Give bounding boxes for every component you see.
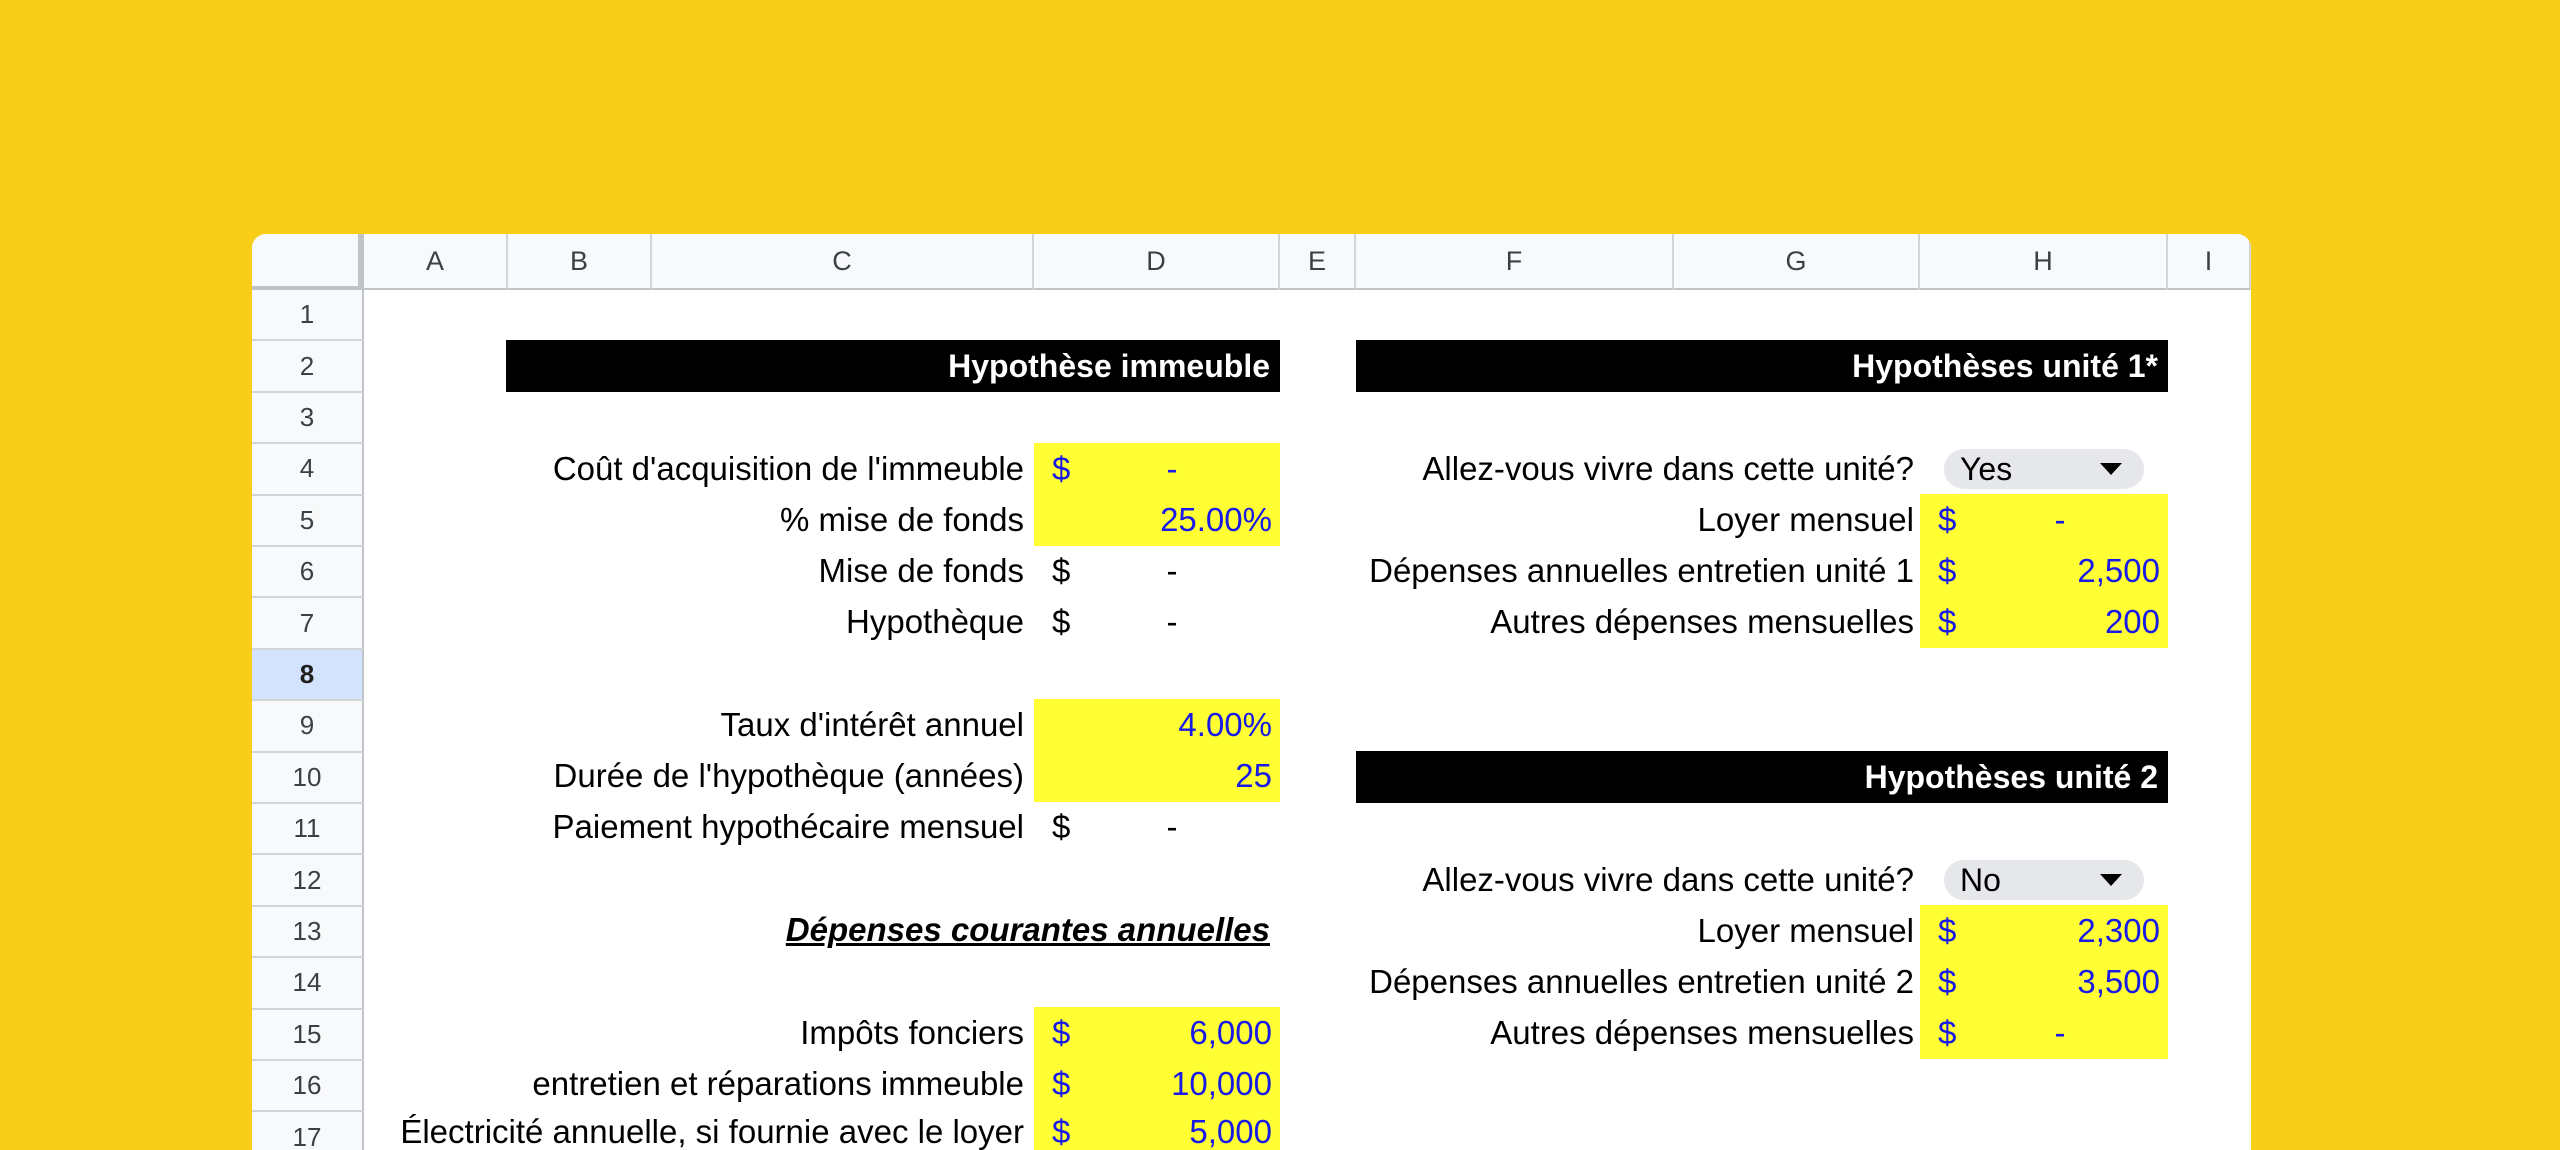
unit2-maintenance-label: Dépenses annuelles entretien unité 2 xyxy=(1369,962,1914,1000)
row-header-10[interactable]: 10 xyxy=(252,753,364,804)
currency-sign: $ xyxy=(1052,1112,1071,1150)
select-all-corner[interactable] xyxy=(252,234,364,292)
unit2-live-label: Allez-vous vivre dans cette unité? xyxy=(1422,860,1914,898)
currency-sign: $ xyxy=(1938,500,1957,538)
down-payment-pct-label: % mise de fonds xyxy=(780,500,1024,538)
building-maintenance-label: entretien et réparations immeuble xyxy=(532,1064,1024,1102)
row-header-9[interactable]: 9 xyxy=(252,701,364,752)
column-header-f[interactable]: F xyxy=(1356,234,1674,290)
unit1-live-value: Yes xyxy=(1960,450,2013,487)
column-header-g[interactable]: G xyxy=(1674,234,1920,290)
column-header-a[interactable]: A xyxy=(364,234,508,290)
currency-sign: $ xyxy=(1938,602,1957,640)
row-header-4[interactable]: 4 xyxy=(252,444,364,495)
unit1-maintenance-label: Dépenses annuelles entretien unité 1 xyxy=(1369,551,1914,589)
currency-sign: $ xyxy=(1938,911,1957,949)
row-header-15[interactable]: 15 xyxy=(252,1010,364,1061)
unit1-other-input[interactable]: 200 xyxy=(2104,602,2160,640)
unit2-live-dropdown[interactable] xyxy=(1944,860,2144,900)
column-header-d[interactable]: D xyxy=(1034,234,1280,290)
down-payment-value: - xyxy=(1166,551,1178,589)
annual-expenses-header: Dépenses courantes annuelles xyxy=(785,910,1270,948)
interest-rate-label: Taux d'intérêt annuel xyxy=(720,705,1024,743)
row-header-14[interactable]: 14 xyxy=(252,958,364,1009)
down-payment-pct-input[interactable]: 25.00% xyxy=(1160,500,1272,538)
currency-sign: $ xyxy=(1938,962,1957,1000)
currency-sign: $ xyxy=(1052,1064,1071,1102)
column-header-b[interactable]: B xyxy=(508,234,652,290)
unit1-rent-input[interactable]: - xyxy=(2054,500,2066,538)
currency-sign: $ xyxy=(1052,1013,1071,1051)
currency-sign: $ xyxy=(1052,807,1071,845)
chevron-down-icon xyxy=(2100,874,2122,886)
currency-sign: $ xyxy=(1938,1013,1957,1051)
row-header-11[interactable]: 11 xyxy=(252,804,364,855)
unit1-maintenance-input[interactable]: 2,500 xyxy=(2077,551,2160,589)
mortgage-label: Hypothèque xyxy=(846,602,1024,640)
column-header-e[interactable]: E xyxy=(1280,234,1356,290)
currency-sign: $ xyxy=(1052,551,1071,589)
row-header-3[interactable]: 3 xyxy=(252,393,364,444)
interest-rate-input[interactable]: 4.00% xyxy=(1178,705,1272,743)
row-header-16[interactable]: 16 xyxy=(252,1061,364,1112)
row-header-12[interactable]: 12 xyxy=(252,855,364,906)
unit2-rent-input[interactable]: 2,300 xyxy=(2077,911,2160,949)
unit1-live-label: Allez-vous vivre dans cette unité? xyxy=(1422,449,1914,487)
acquisition-cost-input[interactable]: - xyxy=(1166,449,1178,487)
chevron-down-icon xyxy=(2100,463,2122,475)
electricity-input[interactable]: 5,000 xyxy=(1189,1112,1272,1150)
building-assumptions-header: Hypothèse immeuble xyxy=(506,340,1280,392)
unit1-live-dropdown[interactable] xyxy=(1944,449,2144,489)
column-header-c[interactable]: C xyxy=(652,234,1034,290)
row-header-5[interactable]: 5 xyxy=(252,496,364,547)
unit2-live-value: No xyxy=(1960,861,2001,898)
row-header-17[interactable]: 17 xyxy=(252,1112,364,1150)
unit2-rent-label: Loyer mensuel xyxy=(1697,911,1914,949)
currency-sign: $ xyxy=(1052,602,1071,640)
unit2-assumptions-header: Hypothèses unité 2 xyxy=(1356,751,2168,803)
unit1-assumptions-header: Hypothèses unité 1* xyxy=(1356,340,2168,392)
building-maintenance-input[interactable]: 10,000 xyxy=(1171,1064,1272,1102)
mortgage-term-input[interactable]: 25 xyxy=(1235,756,1272,794)
unit2-other-label: Autres dépenses mensuelles xyxy=(1490,1013,1914,1051)
down-payment-label: Mise de fonds xyxy=(818,551,1024,589)
monthly-payment-value: - xyxy=(1166,807,1178,845)
property-tax-input[interactable]: 6,000 xyxy=(1189,1013,1272,1051)
unit1-other-label: Autres dépenses mensuelles xyxy=(1490,602,1914,640)
electricity-label: Électricité annuelle, si fournie avec le loyer xyxy=(400,1112,1024,1150)
row-header-7[interactable]: 7 xyxy=(252,598,364,649)
monthly-payment-label: Paiement hypothécaire mensuel xyxy=(552,807,1024,845)
mortgage-value: - xyxy=(1166,602,1178,640)
row-header-8[interactable]: 8 xyxy=(252,650,364,701)
acquisition-cost-label: Coût d'acquisition de l'immeuble xyxy=(552,449,1024,487)
property-tax-label: Impôts fonciers xyxy=(800,1013,1024,1051)
column-header-h[interactable]: H xyxy=(1920,234,2168,290)
unit1-rent-label: Loyer mensuel xyxy=(1697,500,1914,538)
row-header-6[interactable]: 6 xyxy=(252,547,364,598)
row-header-2[interactable]: 2 xyxy=(252,341,364,392)
unit2-other-input[interactable]: - xyxy=(2054,1013,2066,1051)
currency-sign: $ xyxy=(1052,449,1071,487)
currency-sign: $ xyxy=(1938,551,1957,589)
unit2-maintenance-input[interactable]: 3,500 xyxy=(2077,962,2160,1000)
spreadsheet xyxy=(252,234,2251,1150)
row-header-1[interactable]: 1 xyxy=(252,290,364,341)
column-header-i[interactable]: I xyxy=(2168,234,2251,290)
row-header-13[interactable]: 13 xyxy=(252,907,364,958)
mortgage-term-label: Durée de l'hypothèque (années) xyxy=(553,756,1024,794)
